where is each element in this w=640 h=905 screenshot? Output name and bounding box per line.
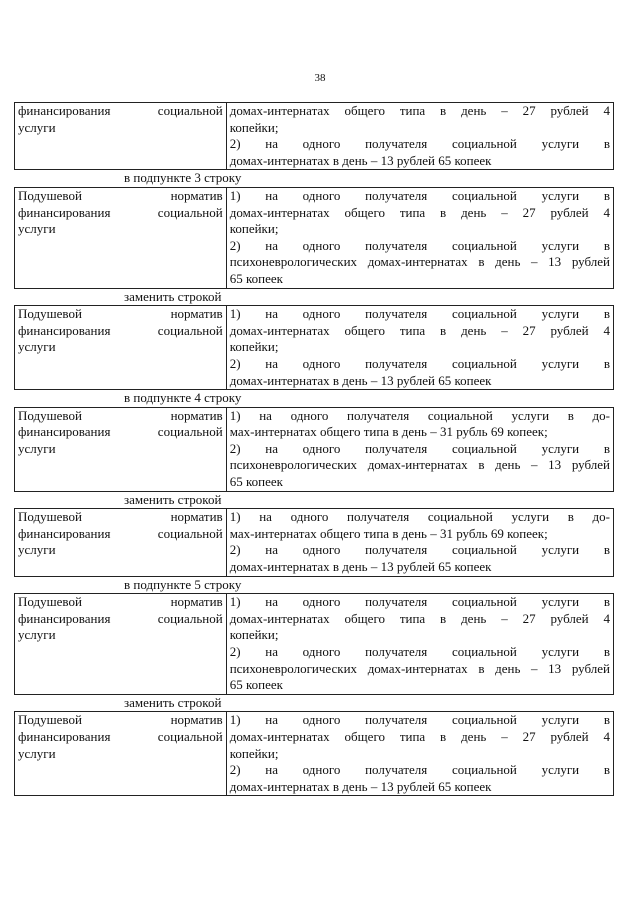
- cell-text-line: домах-интернатах в день – 13 рублей 65 копеек: [229, 778, 492, 794]
- cell-text-line: 1) на одного получателя социальной услуги в: [229, 594, 610, 610]
- cell-text-line: домах-интернатах общего типа в день – 27 рублей 4: [229, 204, 610, 220]
- indicator-value-cell: [226, 187, 613, 288]
- cell-text-line: 2) на одного получателя социальной услуги в: [229, 762, 610, 778]
- document-body: [14, 102, 614, 796]
- table-row: [15, 509, 614, 576]
- cell-text-line: финансирования социальной: [18, 610, 223, 626]
- cell-text-line: домах-интернатах в день – 13 рублей 65 копеек: [229, 559, 492, 575]
- cell-text-line: финансирования социальной: [18, 204, 223, 220]
- cell-text-line: Подушевой норматив: [18, 187, 223, 203]
- cell-text-line: копейки;: [229, 119, 279, 135]
- cell-text-line: финансирования социальной: [18, 525, 223, 541]
- indicator-value-cell: [226, 509, 613, 576]
- cell-text-line: услуги: [18, 440, 56, 456]
- cell-text-line: 1) на одного получателя социальной услуги в до-: [229, 407, 610, 423]
- indicator-value-cell: [226, 594, 613, 695]
- table-row: [15, 594, 614, 695]
- indicator-name-cell: [15, 187, 227, 288]
- cell-text-line: 2) на одного получателя социальной услуги в: [229, 237, 610, 253]
- cell-text-line: 1) на одного получателя социальной услуги в: [229, 187, 610, 203]
- cell-text-line: услуги: [18, 119, 56, 135]
- indicator-value-cell: [226, 103, 613, 170]
- cell-text-line: 1) на одного получателя социальной услуги в: [229, 306, 610, 322]
- amendment-table: [14, 508, 614, 576]
- cell-text-line: 2) на одного получателя социальной услуги в: [229, 355, 610, 371]
- cell-text-line: домах-интернатах общего типа в день – 27 рублей 4: [229, 610, 610, 626]
- cell-text-line: домах-интернатах общего типа в день – 27 рублей 4: [229, 728, 610, 744]
- table-row: [15, 407, 614, 491]
- cell-text-line: услуги: [18, 221, 56, 237]
- amendment-instruction: заменить строкой: [124, 491, 222, 507]
- cell-text-line: финансирования социальной: [18, 322, 223, 338]
- indicator-name-cell: [15, 103, 227, 170]
- indicator-name-cell: [15, 407, 227, 491]
- cell-text-line: услуги: [18, 542, 56, 558]
- cell-text-line: 65 копеек: [229, 270, 283, 286]
- indicator-name-cell: [15, 306, 227, 390]
- amendment-table: [14, 102, 614, 170]
- indicator-value-cell: [226, 306, 613, 390]
- cell-text-line: домах-интернатах общего типа в день – 27 рублей 4: [229, 103, 610, 118]
- amendment-table: [14, 407, 614, 492]
- cell-text-line: домах-интернатах общего типа в день – 27 рублей 4: [229, 322, 610, 338]
- table-row: [15, 187, 614, 288]
- amendment-instruction: в подпункте 5 строку: [124, 576, 242, 592]
- cell-text-line: 2) на одного получателя социальной услуги в: [229, 136, 610, 152]
- cell-text-line: 65 копеек: [229, 677, 283, 693]
- cell-text-line: мах-интернатах общего типа в день – 31 рубль 69 копеек;: [229, 424, 548, 440]
- cell-text-line: 65 копеек: [229, 474, 283, 490]
- table-row: [15, 103, 614, 170]
- cell-text-line: 2) на одного получателя социальной услуги в: [229, 644, 610, 659]
- cell-text-line: услуги: [18, 745, 56, 761]
- cell-text-line: услуги: [18, 339, 56, 355]
- amendment-table: [14, 187, 614, 289]
- cell-text-line: финансирования социальной: [18, 728, 223, 744]
- amendment-instruction: заменить строкой: [124, 288, 222, 304]
- amendment-instruction: в подпункте 3 строку: [124, 170, 242, 186]
- cell-text-line: 1) на одного получателя социальной услуги в: [229, 712, 610, 728]
- cell-text-line: услуги: [18, 627, 56, 643]
- cell-text-line: копейки;: [229, 627, 279, 643]
- page-number: 38: [314, 72, 326, 84]
- table-row: [15, 306, 614, 390]
- cell-text-line: Подушевой норматив: [18, 509, 223, 525]
- cell-text-line: Подушевой норматив: [18, 594, 223, 610]
- cell-text-line: 2) на одного получателя социальной услуги в: [229, 440, 610, 456]
- cell-text-line: домах-интернатах в день – 13 рублей 65 копеек: [229, 372, 492, 388]
- amendment-table: [14, 711, 614, 796]
- cell-text-line: копейки;: [229, 339, 279, 355]
- cell-text-line: 1) на одного получателя социальной услуги в до-: [229, 509, 610, 525]
- cell-text-line: Подушевой норматив: [18, 712, 223, 728]
- cell-text-line: финансирования социальной: [18, 103, 223, 118]
- cell-text-line: Подушевой норматив: [18, 306, 223, 322]
- cell-text-line: домах-интернатах в день – 13 рублей 65 копеек: [229, 152, 492, 168]
- cell-text-line: мах-интернатах общего типа в день – 31 рубль 69 копеек;: [229, 525, 548, 541]
- amendment-instruction: заменить строкой: [124, 694, 222, 710]
- indicator-name-cell: [15, 712, 227, 796]
- cell-text-line: психоневрологических домах-интернатах в день – 13 рублей: [229, 457, 610, 473]
- table-row: [15, 712, 614, 796]
- cell-text-line: 2) на одного получателя социальной услуги в: [229, 542, 610, 558]
- cell-text-line: психоневрологических домах-интернатах в день – 13 рублей: [229, 660, 610, 676]
- indicator-name-cell: [15, 594, 227, 695]
- cell-text-line: копейки;: [229, 221, 279, 237]
- cell-text-line: копейки;: [229, 745, 279, 761]
- amendment-instruction: в подпункте 4 строку: [124, 390, 242, 406]
- cell-text-line: Подушевой норматив: [18, 407, 223, 423]
- cell-text-line: финансирования социальной: [18, 424, 223, 440]
- indicator-name-cell: [15, 509, 227, 576]
- cell-text-line: психоневрологических домах-интернатах в день – 13 рублей: [229, 254, 610, 270]
- amendment-table: [14, 305, 614, 390]
- indicator-value-cell: [226, 712, 613, 796]
- indicator-value-cell: [226, 407, 613, 491]
- amendment-table: [14, 593, 614, 695]
